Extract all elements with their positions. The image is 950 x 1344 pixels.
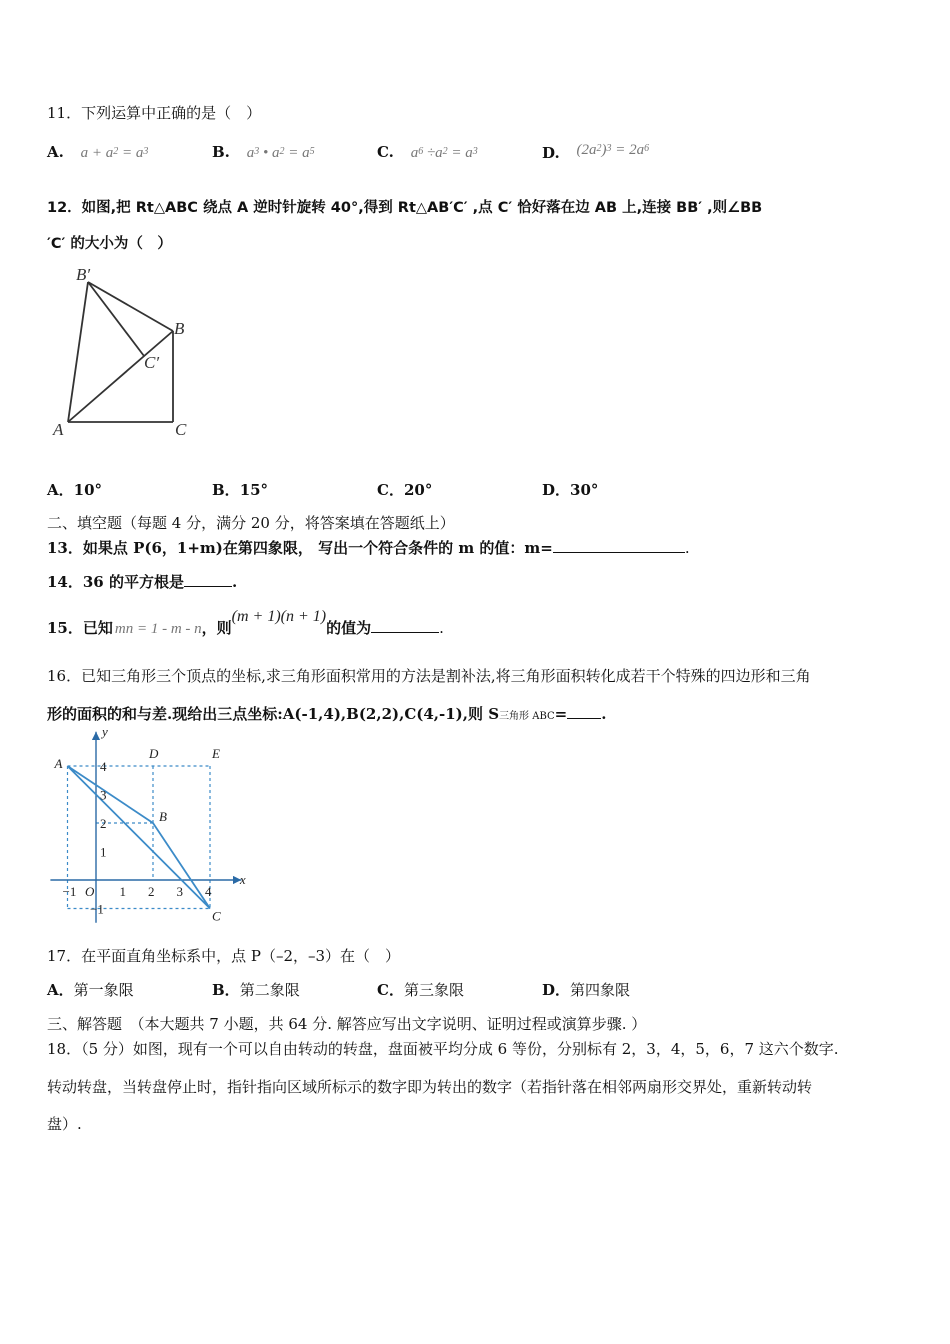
q17-option-d[interactable]: D．第四象限 [542,981,631,999]
point-label-e: E [212,746,220,761]
q11-expr-c: $a^6 \div a^2 = a^3$ [410,145,478,161]
q18-line1: 18．（5 分）如图，现有一个可以自由转动的转盘，盘面被平均分成 6 等份，分别标有 2，3，4，5，6，7 这六个数字. [47,1040,839,1058]
y-tick-label: −1 [90,901,104,917]
x-tick-label: 2 [148,884,155,899]
q16-line1: 16．已知三角形三个顶点的坐标,求三角形面积常用的方法是割补法,将三角形面积转化成若干个特殊的四边形和三角 [47,667,811,685]
x-tick-label: 3 [176,884,183,899]
q14: 14．36 的平方根是 . [47,573,238,591]
x-tick-label: 4 [205,884,212,899]
point-label-c: C [212,908,221,924]
q15-answer-blank[interactable] [371,618,439,633]
q12-segment-bb-prime [88,282,173,331]
q17-option-b[interactable]: B．第二象限 [212,981,300,999]
q12-label-c: C [175,420,187,439]
y-axis-label: y [102,730,108,740]
point-label-d: D [149,746,159,761]
x-axis-label: x [239,872,246,887]
q16-answer-blank[interactable] [567,704,601,719]
q12-segment-ab-prime [68,282,88,422]
section2-heading: 二、填空题（每题 4 分，满分 20 分，将答案填在答题纸上） [47,514,455,532]
y-tick-label: 3 [100,787,107,803]
q13-answer-blank[interactable] [553,538,685,553]
q16-figure [40,730,250,925]
q11-stem: 11．下列运算中正确的是（ ） [47,104,262,122]
point-label-a: A [54,756,63,771]
q17-option-c[interactable]: C．第三象限 [377,981,464,999]
y-tick-label: 4 [100,759,107,774]
q16-labels [54,730,246,924]
q12-label-a: A [53,420,64,439]
q17-stem: 17．在平面直角坐标系中，点 P（–2，–3）在（ ） [47,947,401,965]
q17-option-a[interactable]: A．第一象限 [47,981,134,999]
q11-option-c[interactable]: C. $a^6 \div a^2 = a^3$ [377,143,478,161]
q15-equation: mn = 1 - m - n [114,621,202,637]
q11-expr-a: $a + a^2 = a^3$ [80,145,149,161]
q18-line2: 转动转盘，当转盘停止时，指针指向区域所标示的数字即为转出的数字（若指针落在相邻两扇形交界处，重新转动转 [47,1078,813,1096]
q14-answer-blank[interactable] [184,572,232,587]
q11-option-b[interactable]: B. $a^3$ • $a^2 = a^5$ [212,143,315,161]
q11-option-a[interactable]: A. $a + a^2 = a^3$ [47,143,149,161]
q16-line2: 形的面积的和与差.现给出三点坐标:A(-1,4),B(2,2),C(4,-1),则 S三角形 ABC= . [47,705,607,723]
q12-option-b[interactable]: B．15° [212,481,269,499]
q12-segment-b-prime-c-prime [88,282,144,356]
x-tick-label: 1 [119,884,126,899]
q13: 13．如果点 P(6，1+m)在第四象限， 写出一个符合条件的 m 的值：m= . [47,539,690,557]
q12-figure [48,265,198,445]
q12-label-b-prime: B′ [76,265,91,284]
q12-label-b: B [174,319,185,338]
q11-option-d[interactable]: D. $(2a^2)^3 = 2a^6$ [542,142,650,162]
x-tick-label: O [85,884,95,899]
y-tick-label: 1 [100,844,107,860]
point-label-b: B [159,809,167,824]
q12-stem-line1: 12．如图,把 Rt△ABC 绕点 A 逆时针旋转 40°,得到 Rt△AB′C′ ,点 C′ 恰好落在边 AB 上,连接 BB′ ,则∠BB [47,200,763,216]
q12-segment-ab [68,331,173,422]
q15: 15．已知 mn = 1 - m - n，则(m + 1)(n + 1)的值为 . [47,608,444,637]
q12-option-c[interactable]: C．20° [377,481,433,499]
section3-heading: 三、解答题 （本大题共 7 小题，共 64 分. 解答应写出文字说明、证明过程或演算步骤. ） [47,1015,647,1033]
q11-expr-d: $(2a^2)^3 = 2a^6$ [576,142,650,158]
q15-expression: (m + 1)(n + 1) [231,608,327,625]
q12-label-c-prime: C′ [144,353,160,372]
x-tick-label: −1 [62,884,77,899]
q12-option-d[interactable]: D．30° [542,481,599,499]
q11-expr-b: $a^3$ • $a^2 = a^5$ [246,145,315,161]
q12-stem-line2: ′C′ 的大小为（ ） [47,236,172,252]
y-tick-label: 2 [100,816,107,831]
q12-option-a[interactable]: A．10° [47,481,103,499]
q18-line3: 盘）. [47,1115,82,1133]
